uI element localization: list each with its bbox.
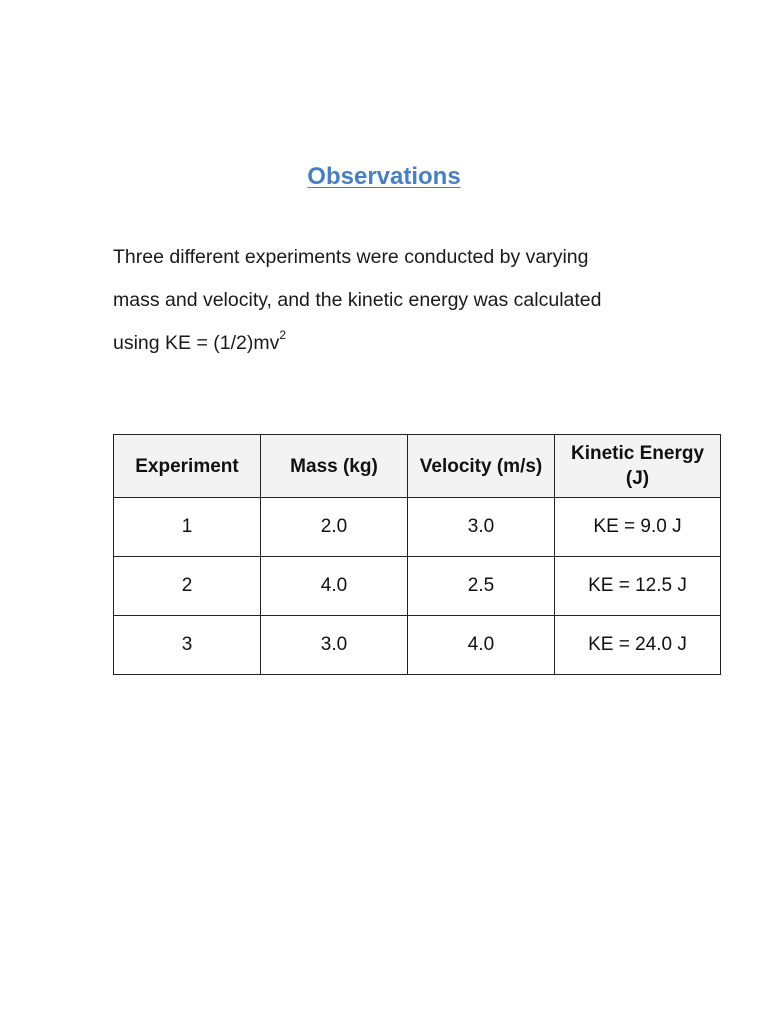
cell-velocity: 3.0 [408,498,555,557]
cell-velocity: 2.5 [408,557,555,616]
paragraph-line-3 [113,322,673,365]
intro-paragraph [113,236,673,365]
observations-table-container [113,434,721,675]
cell-kinetic-energy: KE = 24.0 J [555,616,721,675]
cell-mass: 3.0 [261,616,408,675]
cell-kinetic-energy: KE = 12.5 J [555,557,721,616]
table-row [114,557,721,616]
header-experiment: Experiment [114,435,261,498]
cell-mass: 4.0 [261,557,408,616]
cell-experiment: 3 [114,616,261,675]
cell-velocity: 4.0 [408,616,555,675]
cell-mass: 2.0 [261,498,408,557]
header-mass: Mass (kg) [261,435,408,498]
formula-superscript: 2 [279,328,287,342]
header-velocity: Velocity (m/s) [408,435,555,498]
page-title: Observations [307,163,461,190]
cell-experiment: 2 [114,557,261,616]
cell-experiment: 1 [114,498,261,557]
cell-kinetic-energy: KE = 9.0 J [555,498,721,557]
table-row [114,498,721,557]
table-header-row [114,435,721,498]
table-row [114,616,721,675]
paragraph-line-1: Three different experiments were conducted by varying [113,246,589,268]
header-kinetic-energy: Kinetic Energy (J) [555,435,721,498]
observations-table [113,434,721,675]
formula-text: using KE = (1/2)mv [113,332,280,354]
paragraph-line-2: mass and velocity, and the kinetic energy was calculated [113,289,602,311]
